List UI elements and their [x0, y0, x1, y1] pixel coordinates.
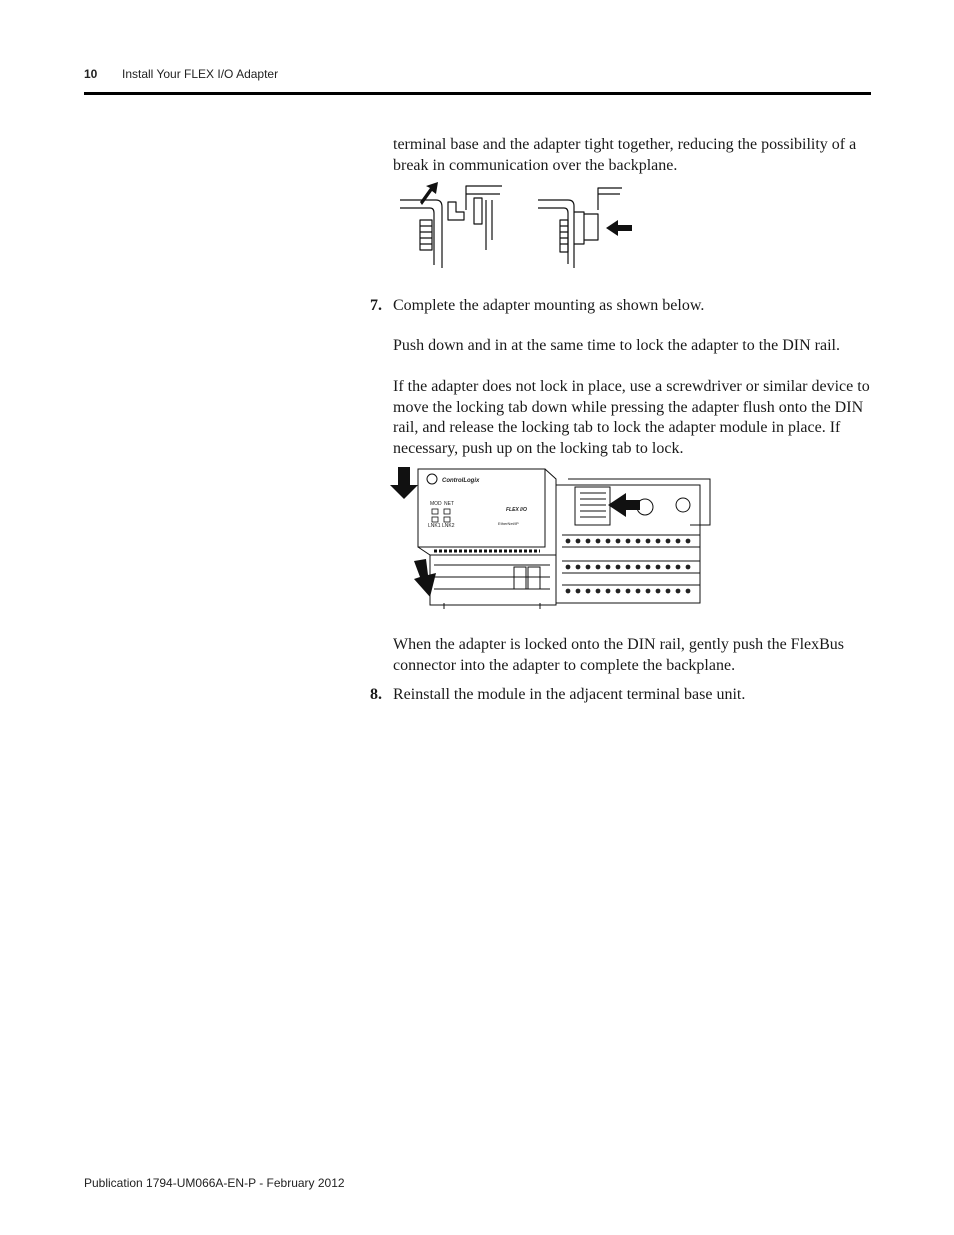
publication-footer: Publication 1794-UM066A-EN-P - February 2012 [84, 1176, 345, 1190]
adapter-mounting-figure [390, 465, 720, 610]
step-7-paragraph-1: Push down and in at the same time to lock the adapter to the DIN rail. [393, 337, 840, 354]
page-number: 10 [84, 67, 98, 81]
intro-line-1: terminal base and the adapter tight together, reducing the possibility of a [393, 136, 857, 153]
p2-line-4: necessary, push up on the locking tab to lock. [393, 439, 684, 457]
intro-paragraph [393, 135, 873, 176]
flex-label: FLEX I/O [506, 507, 527, 513]
page-header [84, 66, 871, 95]
p2-line-2: move the locking tab down while pressing the adapter flush onto the DIN [393, 398, 864, 416]
led-mod: MOD [430, 501, 442, 507]
after-line-1: When the adapter is locked onto the DIN rail, gently push the FlexBus [393, 636, 845, 653]
intro-line-2: break in communication over the backplane. [393, 156, 678, 174]
brand-label: ControlLogix [442, 478, 480, 484]
led-lnk1: LNK1 [428, 523, 441, 529]
step-7-paragraph-2 [393, 377, 873, 459]
p2-line-3: rail, and release the locking tab to lock the adapter module in place. If [393, 419, 841, 436]
latch-figure [392, 180, 642, 270]
after-line-2: connector into the adapter to complete the backplane. [393, 656, 736, 674]
step-7-text: Complete the adapter mounting as shown below. [393, 297, 705, 314]
module-label: EtherNet/IP [498, 521, 519, 526]
running-title: Install Your FLEX I/O Adapter [122, 67, 279, 81]
step-7-after-paragraph [393, 635, 873, 676]
step-7-number: 7. [370, 297, 382, 314]
step-8-number: 8. [370, 686, 382, 703]
step-8-text: Reinstall the module in the adjacent terminal base unit. [393, 686, 746, 703]
p2-line-1: If the adapter does not lock in place, use a screwdriver or similar device to [393, 378, 870, 395]
led-net: NET [444, 501, 454, 507]
led-lnk2: LNK2 [442, 523, 455, 529]
